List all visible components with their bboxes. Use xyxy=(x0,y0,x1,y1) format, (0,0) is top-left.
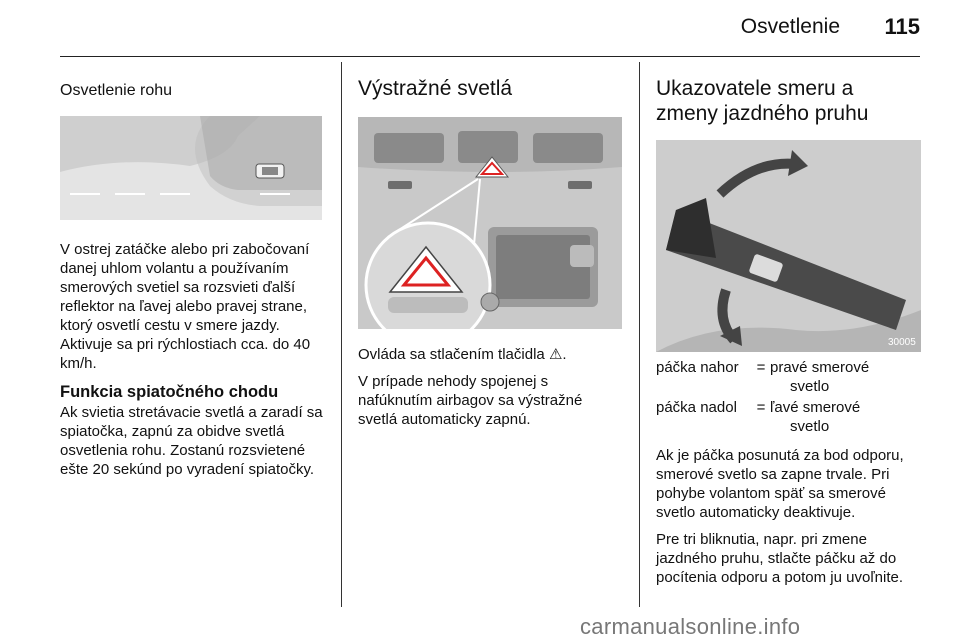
table-separator: = xyxy=(756,359,766,377)
watermark: carmanualsonline.info xyxy=(580,614,801,639)
paragraph: Pre tri bliknutia, napr. pri zmene jazdného pruhu, stlačte páčku až do pocítenia odporu a potom ju uvoľnite. xyxy=(656,531,904,587)
paragraph-text: . xyxy=(562,346,567,364)
heading-line: Ukazovatele smeru a xyxy=(656,77,854,100)
paragraph-text: Ovláda sa stlačením tlačidla xyxy=(358,346,545,364)
turn-signal-lever-illustration xyxy=(656,140,921,352)
table-definition xyxy=(770,398,921,438)
definition-line: svetlo xyxy=(790,378,830,396)
section-heading: Osvetlenie rohu xyxy=(60,82,173,99)
column-divider xyxy=(639,62,640,607)
column-turn-signals xyxy=(656,62,921,595)
section-heading xyxy=(656,76,921,126)
hazard-triangle-icon: ⚠ xyxy=(548,346,563,364)
paragraph: V prípade nehody spojenej s nafúknutím airbagov sa výstražné svetlá automaticky zapnú. xyxy=(358,373,583,429)
road-illustration xyxy=(60,116,322,220)
table-row xyxy=(656,398,921,438)
paragraph: Ak svietia stretávacie svetlá a zaradí sa spiatočka, zapnú za obidve svetlá osvetlenia rohu. Zostanú rozsvietené ešte 20 sekúnd po vyradení spiatočky. xyxy=(60,403,323,478)
table-term: páčka nahor xyxy=(656,359,739,377)
table-row xyxy=(656,358,921,398)
page-number: 115 xyxy=(884,14,920,39)
definition-line: ľavé smerové xyxy=(770,399,861,417)
cornering-light-illustration xyxy=(60,116,322,220)
lever-function-table xyxy=(656,358,921,438)
subsection-heading: Funkcia spiatočného chodu xyxy=(60,383,279,401)
header-rule xyxy=(60,56,920,57)
image-code: 30005 xyxy=(888,337,916,349)
lever-illustration xyxy=(656,140,921,352)
paragraph: Ak je páčka posunutá za bod odporu, smerové svetlo sa zapne trvale. Pri pohybe volantom späť sa smerové svetlo automaticky deaktivuje. xyxy=(656,447,904,522)
paragraph: V ostrej zatáčke alebo pri zabočovaní danej uhlom volantu a používaním smerových svetiel sa rozsvieti ďalší reflektor na ľavej alebo pravej strane, ktorý osvetlí cestu v smere jazdy. Aktivuje sa pri rýchlostiach cca. do 40 km/h. xyxy=(60,241,311,372)
dashboard-illustration xyxy=(358,117,622,329)
table-term: páčka nadol xyxy=(656,399,737,417)
definition-line: pravé smerové xyxy=(770,359,870,377)
hazard-button-illustration xyxy=(358,117,622,329)
table-separator: = xyxy=(756,399,766,417)
column-cornering-light xyxy=(60,62,325,487)
header-title: Osvetlenie xyxy=(740,15,840,38)
column-divider xyxy=(341,62,342,607)
paragraph xyxy=(358,345,622,364)
section-heading: Výstražné svetlá xyxy=(358,77,513,100)
heading-line: zmeny jazdného pruhu xyxy=(656,102,869,126)
table-definition xyxy=(770,358,921,398)
definition-line: svetlo xyxy=(790,418,830,436)
column-hazard-lights xyxy=(358,62,622,437)
page-header xyxy=(60,0,920,58)
